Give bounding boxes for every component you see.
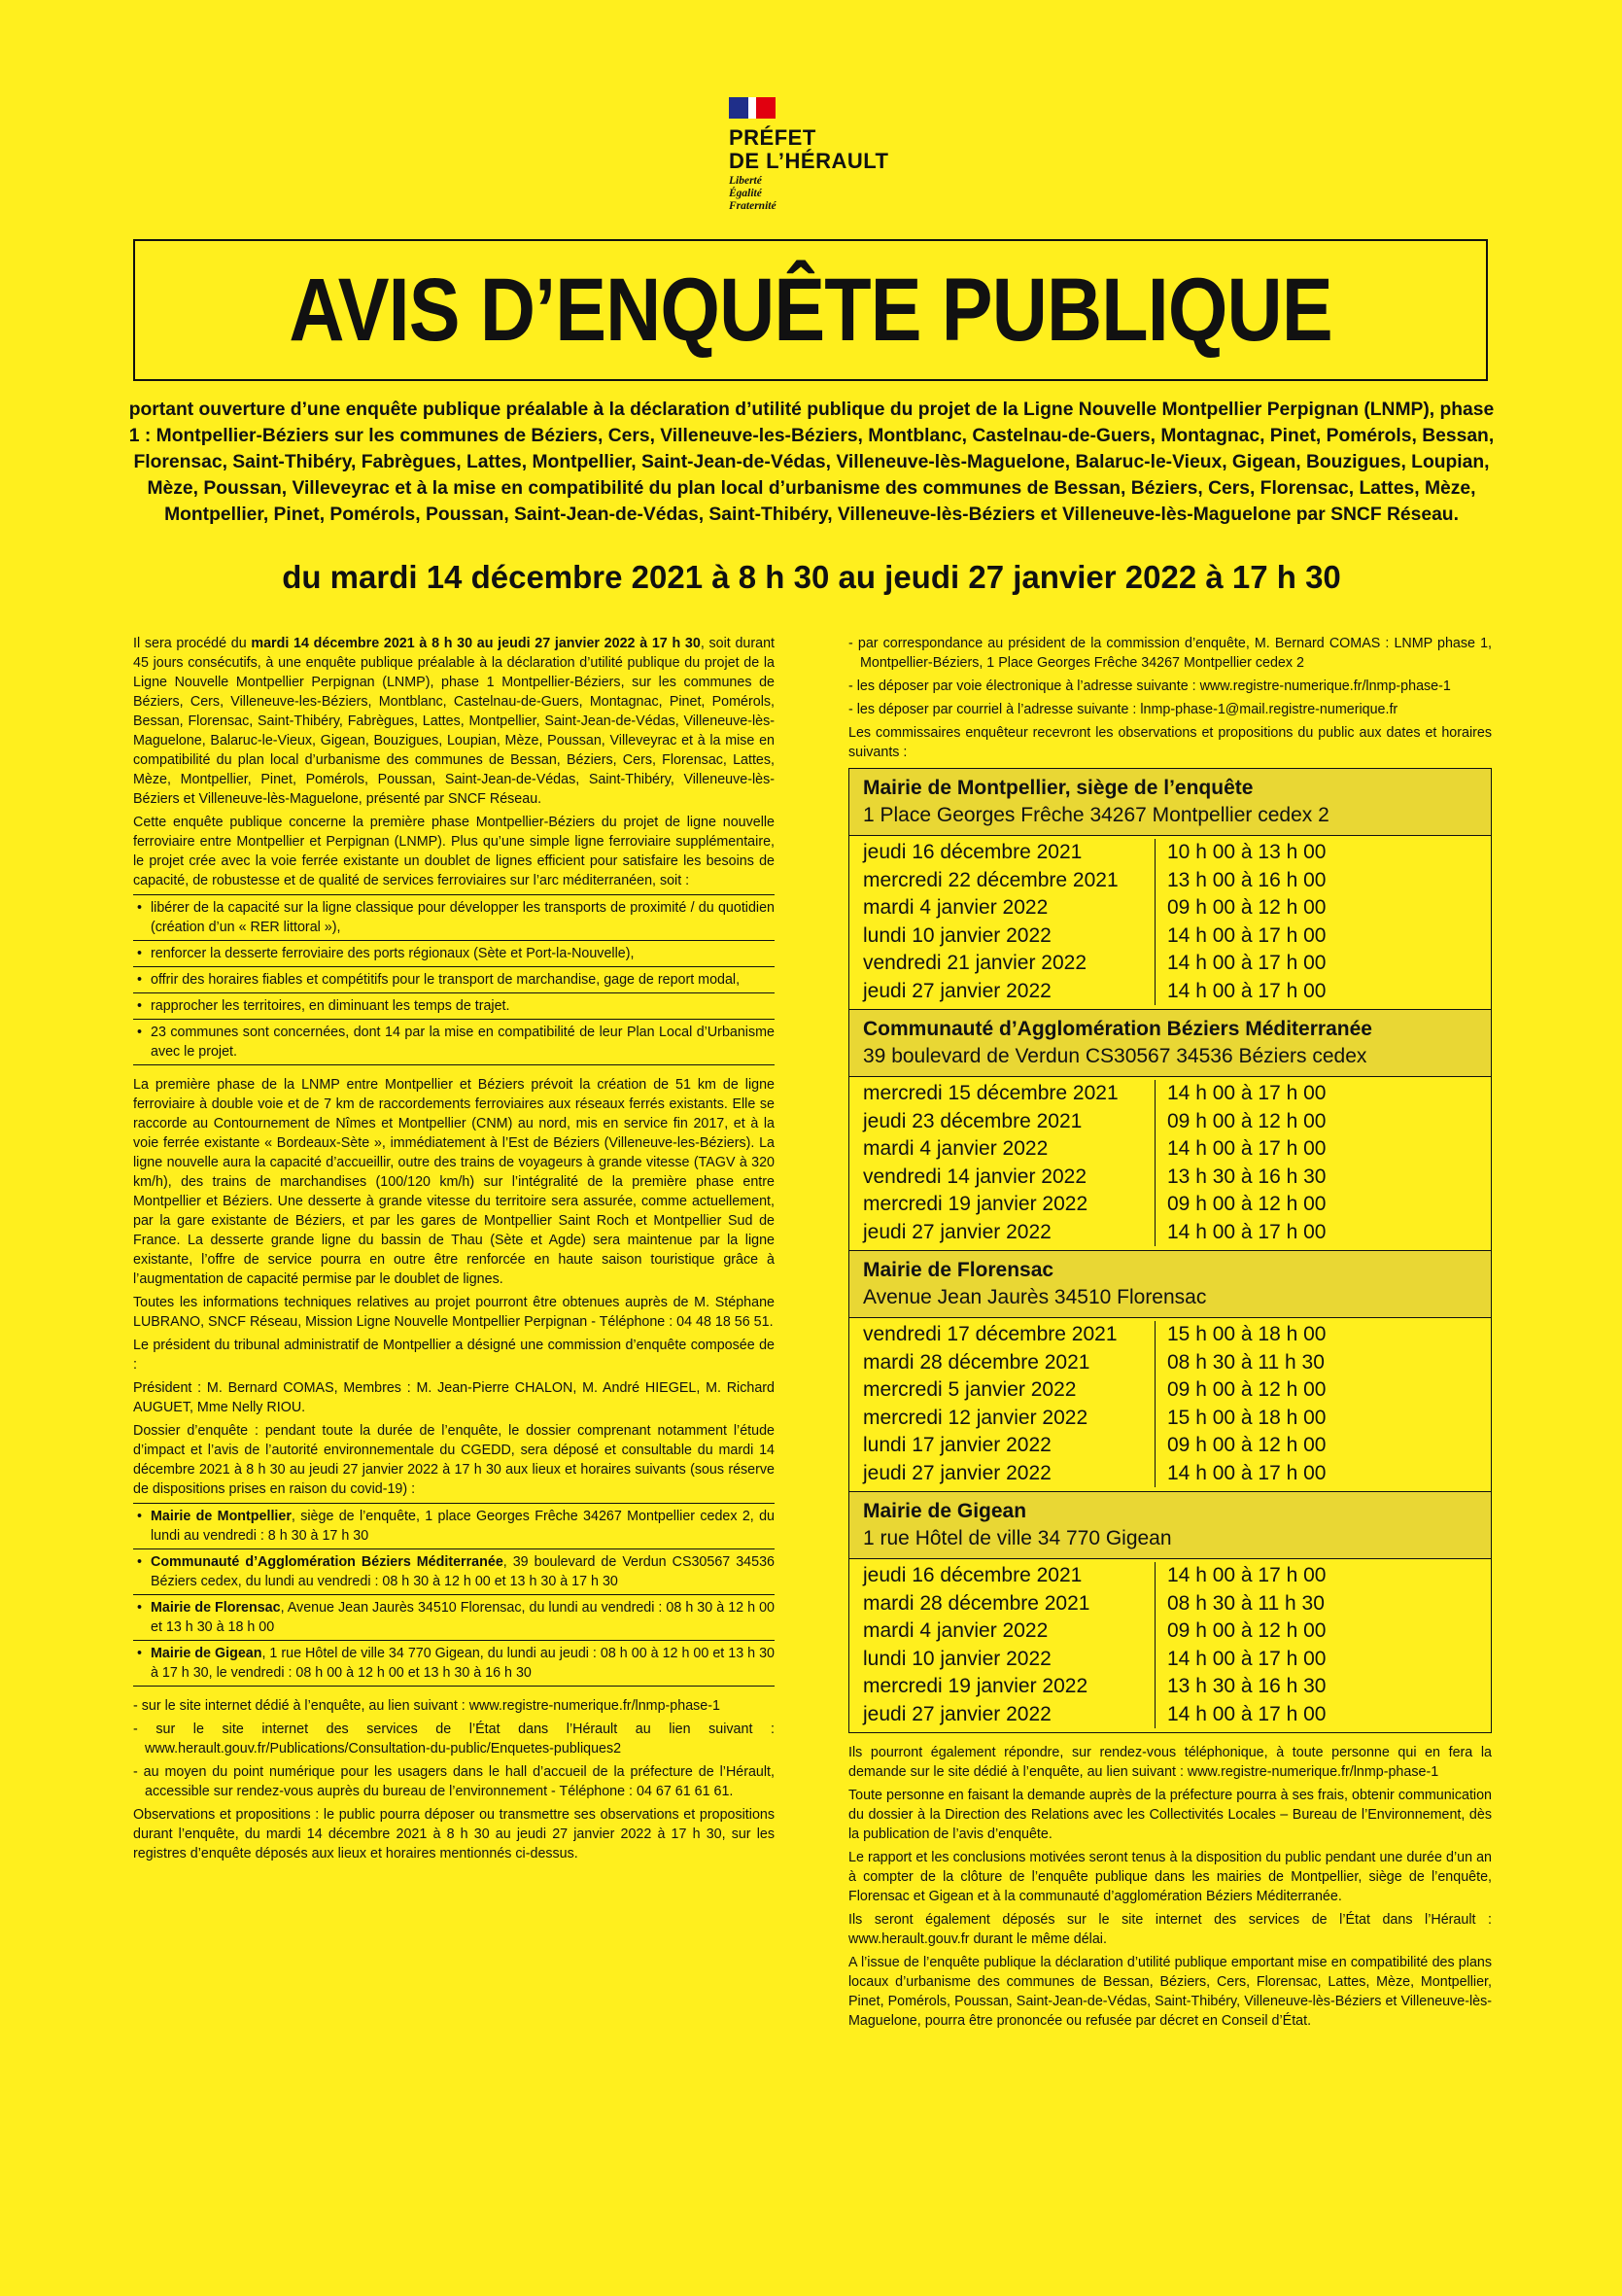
- right-para-4: Le rapport et les conclusions motivées seront tenus à la disposition du public pendant une durée d’un an à compter de la clôture de l’enquête publique dans les mairies de Montpellier, siège de l’enquête, Florensac et Gigean et à la communauté d’agglomération Béziers Méditerranée.: [848, 1850, 1492, 1904]
- venue-address: 39 boulevard de Verdun CS30567 34536 Béziers cedex: [863, 1045, 1367, 1067]
- schedule-date: mardi 4 janvier 2022: [863, 1619, 1049, 1642]
- list-item: • rapprocher les territoires, en diminuant les temps de trajet.: [133, 992, 775, 1019]
- consult-item: - sur le site internet des services de l’État dans l’Hérault au lien suivant : www.herault.gouv.fr/Publications/Consultation-du-public/Enquetes-publiques2: [133, 1722, 775, 1757]
- venue-name: Mairie de Florensac: [863, 1259, 1054, 1281]
- venue-header: [849, 1010, 1491, 1077]
- place-item: • Mairie de Florensac, Avenue Jean Jaurès 34510 Florensac, du lundi au vendredi : 08 h 30 à 12 h 00 et 13 h 30 à 18 h 00: [133, 1594, 775, 1640]
- left-para-5: Le président du tribunal administratif de Montpellier a désigné une commission d’enquête composée de :: [133, 1338, 775, 1373]
- schedule-date: lundi 17 janvier 2022: [863, 1434, 1052, 1456]
- schedule-date: mardi 28 décembre 2021: [863, 1591, 1090, 1615]
- schedule-date: mercredi 15 décembre 2021: [863, 1082, 1119, 1104]
- venue-address: 1 Place Georges Frêche 34267 Montpellier cedex 2: [863, 804, 1329, 826]
- left-para-2: Cette enquête publique concerne la première phase Montpellier-Béziers du projet de ligne nouvelle ferroviaire entre Montpellier et Perpignan (LNMP). Plus qu’une simple ligne ferroviaire supplémentaire, le projet crée avec la voie ferrée existante un doublet de lignes efficient pour satisfaire les besoins de capacité, de robustesse et de qualité de services ferroviaires sur l’arc méditerranéen, soit :: [133, 815, 775, 888]
- prefet-logo: [729, 95, 943, 213]
- schedule-date: vendredi 14 janvier 2022: [863, 1165, 1087, 1188]
- venue-name: Mairie de Montpellier, siège de l’enquête: [863, 777, 1254, 799]
- schedule-date: jeudi 16 décembre 2021: [863, 841, 1083, 863]
- place-item: • Communauté d’Agglomération Béziers Méditerranée, 39 boulevard de Verdun CS30567 34536 Béziers cedex, du lundi au vendredi : 08 h 30 à 12 h 00 et 13 h 30 à 17 h 30: [133, 1548, 775, 1594]
- right-para-2: Ils pourront également répondre, sur rendez-vous téléphonique, à toute personne qui en fera la demande sur le site dédié à l’enquête, au lien suivant : www.registre-numerique.fr/lnmp-phase-1: [848, 1745, 1492, 1780]
- schedule-date: mercredi 5 janvier 2022: [863, 1378, 1077, 1401]
- schedule-hours: 13 h 30 à 16 h 30: [1167, 1675, 1327, 1697]
- left-para-6: Président : M. Bernard COMAS, Membres : M. Jean-Pierre CHALON, M. André HIEGEL, M. Richard AUGUET, Mme Nelly RIOU.: [133, 1380, 775, 1415]
- venue-address: 1 rue Hôtel de ville 34 770 Gigean: [863, 1527, 1172, 1549]
- consult-item: - sur le site internet dédié à l’enquête, au lien suivant : www.registre-numerique.fr/lnmp-phase-1: [133, 1698, 720, 1714]
- left-para-1: Il sera procédé du mardi 14 décembre 2021 à 8 h 30 au jeudi 27 janvier 2022 à 17 h 30, soit durant 45 jours consécutifs, à une enquête publique préalable à la déclaration d’utilité publique du projet de la Ligne Nouvelle Montpellier Perpignan (LNMP), phase 1 Montpellier-Béziers, sur les communes de Béziers, Cers, Villeneuve-les-Béziers, Montblanc, Castelnau-de-Guers, Montagnac, Pinet, Pomérols, Bessan, Florensac, Saint-Thibéry, Fabrègues, Lattes, Montpellier, Saint-Jean-de-Védas, Villeneuve-lès-Maguelone, Balaruc-le-Vieux, Gigean, Bouzigues, Loupian, Mèze, Poussan, Villeveyrac et à la mise en compatibilité du plan local d’urbanisme des communes de Bessan, Béziers, Cers, Florensac, Lattes, Mèze, Montpellier, Pinet, Pomérols, Poussan, Saint-Jean-de-Védas, Saint-Thibéry, Villeneuve-lès-Béziers et Villeneuve-lès-Maguelone, présenté par SNCF Réseau.: [133, 636, 775, 807]
- schedule-date: mercredi 22 décembre 2021: [863, 868, 1119, 891]
- schedule-date: mercredi 12 janvier 2022: [863, 1406, 1088, 1429]
- marianne-emblem-icon: [729, 95, 943, 119]
- schedule-hours: 08 h 30 à 11 h 30: [1167, 1350, 1325, 1374]
- venue-name: Mairie de Gigean: [863, 1500, 1027, 1522]
- schedule-table: [848, 768, 1492, 1733]
- schedule-date: mardi 4 janvier 2022: [863, 1137, 1049, 1160]
- venue-schedule: [849, 1077, 1491, 1251]
- schedule-date: vendredi 17 décembre 2021: [863, 1323, 1118, 1345]
- right-column: [848, 634, 1492, 2035]
- left-para-4: Toutes les informations techniques relatives au projet pourront être obtenues auprès de M. Stéphane LUBRANO, SNCF Réseau, Mission Ligne Nouvelle Montpellier Perpignan - Téléphone : 04 48 18 56 51.: [133, 1295, 775, 1330]
- logo-motto: Liberté Égalité Fraternité: [729, 175, 776, 212]
- schedule-hours: 13 h 30 à 16 h 30: [1167, 1165, 1327, 1188]
- schedule-hours: 14 h 00 à 17 h 00: [1167, 1137, 1327, 1160]
- left-para-3: La première phase de la LNMP entre Montpellier et Béziers prévoit la création de 51 km de ligne ferroviaire à double voie et de 7 km de raccordements ferroviaires aux réseaux ferrés existants. Elle se raccorde au Contournement de Nîmes et Montpellier (CNM) au nord, mis en service fin 2017, et à la voie ferrée existante « Bordeaux-Sète », immédiatement à l’Est de Béziers (Villeneuve-les-Béziers). La ligne nouvelle aura la capacité d’accueillir, outre des trains de voyageurs à grande vitesse (TAGV à 320 km/h), des trains de marchandises (100/120 km/h) sur l’intégralité de la première phase entre Montpellier et Béziers. Une desserte à grande vitesse du territoire sera assurée, comme actuellement, par la gare existante de Béziers, et par les gares de Montpellier Saint Roch et Montpellier Sud de France. La desserte grande ligne du bassin de Thau (Sète et Agde) sera maintenue par la ligne existante, l’offre de service pourra en outre être renforcée en haute saison touristique grâce à l’augmentation de capacité permise par le doublet de lignes.: [133, 1077, 775, 1287]
- right-para-1: Les commissaires enquêteur recevront les observations et propositions du public aux dates et horaires suivants :: [848, 725, 1492, 760]
- consult-item: - au moyen du point numérique pour les usagers dans le hall d’accueil de la préfecture de l’Hérault, accessible sur rendez-vous auprès du bureau de l’environnement - Téléphone : 04 67 61 61 61.: [133, 1764, 775, 1799]
- submit-item: - par correspondance au président de la commission d’enquête, M. Bernard COMAS : LNMP phase 1, Montpellier-Béziers, 1 Place Georges Frêche 34267 Montpellier cedex 2: [848, 636, 1492, 671]
- intro-text: portant ouverture d’une enquête publique préalable à la déclaration d’utilité publique du projet de la Ligne Nouvelle Montpellier Perpignan (LNMP), phase 1 : Montpellier-Béziers sur les communes de Béziers, Cers, Villeneuve-les-Béziers, Montblanc, Castelnau-de-Guers, Montagnac, Pinet, Pomérols, Bessan, Florensac, Saint-Thibéry, Fabrègues, Lattes, Montpellier, Saint-Jean-de-Védas, Villeneuve-lès-Maguelone, Balaruc-le-Vieux, Gigean, Bouzigues, Loupian, Mèze, Poussan, Villeveyrac et à la mise en compatibilité du plan local d’urbanisme des communes de Bessan, Béziers, Cers, Florensac, Lattes, Mèze, Montpellier, Pinet, Pomérols, Poussan, Saint-Jean-de-Védas, Saint-Thibéry, Villeneuve-lès-Béziers et Villeneuve-lès-Maguelone par SNCF Réseau.: [128, 400, 1495, 525]
- schedule-date: mercredi 19 janvier 2022: [863, 1675, 1088, 1697]
- list-item: • 23 communes sont concernées, dont 14 par la mise en compatibilité de leur Plan Local d’Urbanisme avec le projet.: [133, 1019, 775, 1064]
- enquiry-dates: du mardi 14 décembre 2021 à 8 h 30 au jeudi 27 janvier 2022 à 17 h 30: [282, 559, 1341, 595]
- schedule-date: jeudi 16 décembre 2021: [863, 1564, 1083, 1586]
- logo-line-1: PRÉFET: [729, 125, 816, 150]
- venue-schedule: [849, 836, 1491, 1010]
- place-item: • Mairie de Gigean, 1 rue Hôtel de ville 34 770 Gigean, du lundi au jeudi : 08 h 00 à 12 h 00 et 13 h 30 à 17 h 30, le vendredi : 08 h 00 à 12 h 00 et 13 h 30 à 16 h 30: [133, 1640, 775, 1686]
- venue-schedule: [849, 1559, 1491, 1732]
- schedule-hours: 09 h 00 à 12 h 00: [1167, 1619, 1327, 1642]
- schedule-hours: 09 h 00 à 12 h 00: [1167, 1193, 1327, 1215]
- schedule-date: jeudi 27 janvier 2022: [863, 1702, 1052, 1725]
- schedule-hours: 09 h 00 à 12 h 00: [1167, 896, 1327, 919]
- schedule-date: mardi 28 décembre 2021: [863, 1350, 1090, 1374]
- venue-header: [849, 769, 1491, 836]
- schedule-hours: 13 h 00 à 16 h 00: [1167, 868, 1327, 891]
- schedule-date: vendredi 21 janvier 2022: [863, 952, 1087, 974]
- left-para-7: Dossier d’enquête : pendant toute la durée de l’enquête, le dossier comprenant notamment l’étude d’impact et l’avis de l’autorité environnementale du CGEDD, sera déposé et consultable du mardi 14 décembre 2021 à 8 h 30 au jeudi 27 janvier 2022 à 17 h 30 aux lieux et horaires suivants (sous réserve de dispositions prises en raison du covid-19) :: [133, 1423, 775, 1497]
- schedule-hours: 08 h 30 à 11 h 30: [1167, 1591, 1325, 1615]
- page-title: AVIS D’ENQUÊTE PUBLIQUE: [289, 260, 1332, 360]
- schedule-hours: 14 h 00 à 17 h 00: [1167, 1461, 1327, 1484]
- schedule-date: jeudi 27 janvier 2022: [863, 1461, 1052, 1484]
- left-column: [133, 634, 775, 1867]
- schedule-hours: 14 h 00 à 17 h 00: [1167, 1702, 1327, 1725]
- schedule-date: mardi 4 janvier 2022: [863, 896, 1049, 919]
- list-item: • offrir des horaires fiables et compétitifs pour le transport de marchandise, gage de report modal,: [133, 966, 775, 992]
- submit-item: - les déposer par voie électronique à l’adresse suivante : www.registre-numerique.fr/lnmp-phase-1: [848, 678, 1451, 694]
- venue-header: [849, 1251, 1491, 1318]
- schedule-date: lundi 10 janvier 2022: [863, 1647, 1052, 1670]
- place-item: • Mairie de Montpellier, siège de l’enquête, 1 place Georges Frêche 34267 Montpellier cedex 2, du lundi au vendredi : 8 h 30 à 17 h 30: [133, 1503, 775, 1548]
- schedule-hours: 15 h 00 à 18 h 00: [1167, 1406, 1327, 1429]
- schedule-hours: 09 h 00 à 12 h 00: [1167, 1378, 1327, 1401]
- venue-address: Avenue Jean Jaurès 34510 Florensac: [863, 1286, 1207, 1308]
- list-item: • renforcer la desserte ferroviaire des ports régionaux (Sète et Port-la-Nouvelle),: [133, 940, 775, 966]
- schedule-date: jeudi 23 décembre 2021: [863, 1109, 1083, 1132]
- schedule-hours: 09 h 00 à 12 h 00: [1167, 1109, 1327, 1132]
- schedule-hours: 14 h 00 à 17 h 00: [1167, 923, 1327, 947]
- right-para-3: Toute personne en faisant la demande auprès de la préfecture pourra à ses frais, obtenir communication du dossier à la Direction des Relations avec les Collectivités Locales – Bureau de l’Environnement, dès la publication de l’avis d’enquête.: [848, 1788, 1492, 1842]
- submit-item: - les déposer par courriel à l’adresse suivante : lnmp-phase-1@mail.registre-numerique.fr: [848, 702, 1398, 717]
- right-para-6: A l’issue de l’enquête publique la déclaration d’utilité publique emportant mise en compatibilité des plans locaux d’urbanisme des communes de Bessan, Béziers, Cers, Florensac, Lattes, Mèze, Montpellier, Pinet, Pomérols, Poussan, Saint-Jean-de-Védas, Saint-Thibéry, Villeneuve-lès-Béziers et Villeneuve-lès-Maguelone, pourra être prononcée ou refusée par décret en Conseil d’État.: [848, 1955, 1492, 2029]
- venue-name: Communauté d’Agglomération Béziers Méditerranée: [863, 1018, 1372, 1040]
- left-para-8: Observations et propositions : le public pourra déposer ou transmettre ses observations et propositions durant l’enquête, du mardi 14 décembre 2021 à 8 h 30 au jeudi 27 janvier 2022 à 17 h 30, sur les registres d’enquête déposés aux lieux et horaires mentionnés ci-dessus.: [133, 1807, 775, 1861]
- schedule-hours: 14 h 00 à 17 h 00: [1167, 1564, 1327, 1586]
- schedule-hours: 14 h 00 à 17 h 00: [1167, 979, 1327, 1002]
- schedule-date: lundi 10 janvier 2022: [863, 923, 1052, 947]
- schedule-date: jeudi 27 janvier 2022: [863, 1220, 1052, 1243]
- right-para-5: Ils seront également déposés sur le site internet des services de l’État dans l’Hérault : www.herault.gouv.fr durant le même délai.: [848, 1912, 1492, 1947]
- venue-schedule: [849, 1318, 1491, 1492]
- schedule-hours: 14 h 00 à 17 h 00: [1167, 1647, 1327, 1670]
- schedule-hours: 15 h 00 à 18 h 00: [1167, 1323, 1327, 1345]
- schedule-hours: 14 h 00 à 17 h 00: [1167, 1220, 1327, 1243]
- title-box: [133, 239, 1488, 381]
- schedule-hours: 14 h 00 à 17 h 00: [1167, 1082, 1327, 1104]
- logo-line-2: DE L’HÉRAULT: [729, 149, 889, 173]
- list-item: • libérer de la capacité sur la ligne classique pour développer les transports de proximité / du quotidien (création d’un « RER littoral »),: [133, 894, 775, 940]
- schedule-date: jeudi 27 janvier 2022: [863, 979, 1052, 1002]
- schedule-date: mercredi 19 janvier 2022: [863, 1193, 1088, 1215]
- venue-header: [849, 1492, 1491, 1559]
- schedule-hours: 14 h 00 à 17 h 00: [1167, 952, 1327, 974]
- schedule-hours: 10 h 00 à 13 h 00: [1167, 841, 1327, 863]
- schedule-hours: 09 h 00 à 12 h 00: [1167, 1434, 1327, 1456]
